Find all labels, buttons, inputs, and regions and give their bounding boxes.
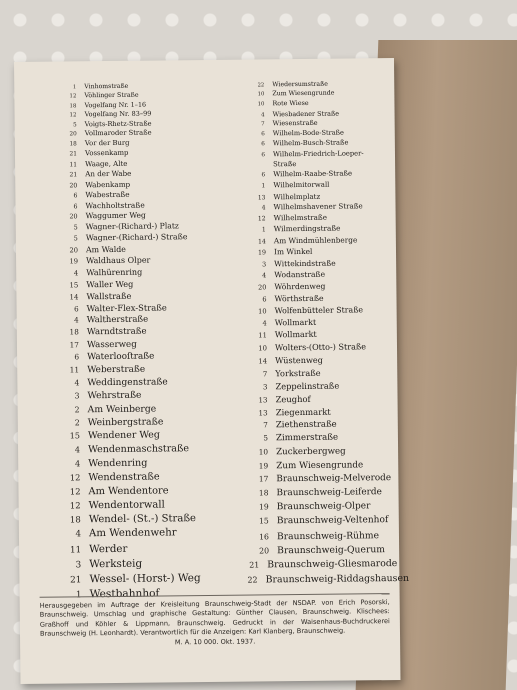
street-name: Im Winkel [273,246,313,257]
street-name: Zimmerstraße [275,433,339,444]
street-name: Rote Wiese [272,99,309,108]
street-name: Braunschweig-Olper [276,501,371,513]
street-index-row [247,501,397,517]
street-name: Am Wendenwehr [88,527,177,540]
district-number: 1 [261,226,266,234]
district-number: 15 [69,281,79,290]
street-name: Wilhelm-Friedrich-Loeper- [272,148,364,158]
district-number: 13 [258,408,268,418]
street-index-row [247,558,397,574]
street-name: Waterlooſtraße [87,351,155,363]
district-number: 4 [262,271,267,280]
street-name: Waltherstraße [86,314,149,326]
street-name: Vor der Burg [84,138,130,148]
district-number: 4 [262,319,267,328]
street-name: Am Windmühlenberge [273,235,358,246]
street-name: Vogelfang Nr. 1–16 [84,100,147,110]
street-name: Vossenkamp [84,148,129,158]
street-name: Yorkstraße [275,367,321,379]
district-number: 4 [261,111,265,118]
street-name: Am Wendentore [88,484,169,497]
edition-note: M. A. 10 000. Okt. 1937. [174,637,256,646]
street-name: Wodanstraße [274,269,326,280]
district-number: 15 [258,516,269,526]
district-number: 5 [73,223,78,232]
district-number: 5 [73,122,77,129]
district-number: 18 [69,103,77,110]
district-number: 6 [262,295,267,304]
street-name: Weddingenstraße [87,377,168,388]
district-number: 20 [69,212,78,221]
imprint-text: Herausgegeben im Auftrage der Kreisleitung Braunschweig-Stadt der NSDAP. von Erich Posorski, Braunschweig. Umschlag und graphische Gestaltung: Günther Clausen, Braunschweig. Klischees: Graßhoff und Köhler & Lippmann, Braunschweig. Gedruckt in der Waisenhaus-Buchdruckerei Braunschweig (H. Leonhardt). Verantwortlich für die Anzeigen: Karl Klanberg, Braunschweig. [39,598,390,638]
district-number: 4 [75,529,82,540]
street-name: Werksteig [89,557,143,571]
street-name: Wabestraße [85,189,130,200]
street-name: Wolfenbütteler Straße [274,305,364,316]
district-number: 5 [73,234,78,243]
district-number: 21 [249,560,260,571]
district-number: 11 [69,365,80,375]
district-number: 6 [261,172,266,179]
street-index-row [247,572,410,589]
street-name: Braunschweig-Gliesmarode [267,558,398,571]
street-name: Wallstraße [86,290,132,302]
street-name: Zeughof [275,393,311,405]
street-name: Wendel- (St.-) Straße [88,513,197,526]
street-name: Wolters-(Otto-) Straße [274,342,367,353]
district-number: 4 [74,444,81,455]
district-number: 6 [261,151,266,158]
district-number: 3 [74,390,80,400]
district-number: 7 [262,370,268,379]
street-name: Wehrstraße [87,390,142,401]
district-number: 19 [258,502,269,512]
district-number: 20 [69,245,79,255]
street-index-row [247,544,397,560]
street-name: Vollmaroder Straße [84,129,152,138]
district-number: 18 [69,327,79,337]
district-number: 4 [261,204,266,212]
district-number: 10 [257,91,265,98]
street-name: Wendentorwall [88,499,165,511]
street-name: Wiedersumstraße [272,80,328,89]
district-number: 6 [73,304,79,314]
street-name: Werder [89,542,128,556]
street-name: Waage, Alte [85,158,128,169]
district-number: 22 [247,575,258,585]
district-number: 13 [257,193,266,202]
street-name: Braunschweig-Rühme [276,529,380,542]
booklet-page [14,58,410,684]
district-number: 21 [69,151,78,158]
street-name: Braunschweig-Querum [277,544,386,557]
street-name: Waggumer Weg [85,211,146,221]
street-name: Zum Wiesengrunde [276,459,364,471]
street-name: Braunschweig-Leiferde [276,487,382,499]
street-name: Zum Wiesengrunde [272,90,335,98]
district-number: 15 [69,431,80,441]
district-number: 4 [73,269,79,278]
district-number: 20 [69,181,78,190]
street-name: Wittekindstraße [274,258,336,268]
street-name: Vogelfang Nr. 83–99 [84,109,152,119]
district-number: 17 [69,339,80,349]
street-name: Wiesbadener Straße [272,109,340,118]
district-number: 12 [69,93,77,100]
street-index-row [247,530,397,546]
street-name: Wendenmaschstraße [88,443,190,456]
street-name: Am Walde [85,244,126,254]
district-number: 3 [262,382,268,392]
district-number: 10 [258,307,267,316]
district-number: 18 [258,488,269,498]
district-number: 12 [69,485,81,497]
street-name: Vinhomstraße [84,82,129,91]
street-name: Waldhaus Olper [86,255,151,266]
district-number: 3 [262,259,267,269]
district-number: 4 [74,458,81,469]
street-name: Wessel- (Horst-) Weg [89,571,201,585]
district-number: 6 [73,202,78,211]
district-number: 17 [258,474,269,484]
district-number: 1 [75,590,82,601]
street-name: Wasserweg [86,339,137,350]
street-name: Braunschweig-Riddagshausen [265,572,410,586]
street-name: Wüstenweg [275,355,323,366]
district-number: 21 [70,575,82,586]
street-name: Wagner-(Richard-) Straße [85,232,188,243]
street-name: Wilhelm-Busch-Straße [272,138,349,148]
street-name: Waller Weg [86,278,134,290]
street-name: Wagner-(Richard-) Platz [85,221,179,232]
street-name: Braunschweig-Melverode [276,473,392,485]
district-number: 4 [74,377,80,387]
street-name: Wollmarkt [274,317,317,328]
street-index-right-column [242,80,410,589]
district-number: 16 [259,531,270,541]
district-number: 12 [69,500,81,511]
street-name: Voigts-Rhetz-Straße [84,119,152,129]
street-name: Wendenstraße [88,471,160,483]
district-number: 20 [259,546,270,556]
street-name: Westbahnhof [89,587,160,601]
district-number: 7 [261,121,265,128]
district-number: 14 [257,238,266,246]
district-number: 6 [74,352,80,362]
street-name: Ziegenmarkt [275,406,331,418]
imprint-footer [40,593,391,649]
street-name: Wilhelmplatz [273,191,321,201]
street-name: Wollmarkt [274,330,317,340]
district-number: 12 [69,471,81,482]
district-number: 10 [257,101,265,108]
district-number: 7 [263,420,268,430]
street-name: Wiesenstraße [272,119,318,128]
street-name: Wilhelm-Bode-Straße [272,128,344,138]
street-name: Wabenkamp [85,179,131,189]
district-number: 1 [261,182,266,190]
street-name: Walhürenring [86,267,143,278]
street-name: Ziethenstraße [275,419,337,431]
district-number: 10 [258,344,268,353]
street-name: Weberstraße [87,364,146,376]
district-number: 11 [69,161,78,169]
district-number: 2 [74,418,80,428]
street-name: An der Wabe [85,169,132,179]
district-number: 13 [258,395,268,405]
district-number: 14 [69,292,79,302]
district-number: 18 [69,141,77,148]
district-number: 20 [69,131,77,138]
district-number: 10 [258,447,269,457]
street-name: Walter-Flex-Straße [86,302,167,314]
district-number: 12 [257,215,266,223]
district-number: 22 [257,82,265,89]
district-number: 6 [261,131,265,138]
street-name: Warndtstraße [86,326,147,338]
street-index-left-column [54,82,249,604]
district-number: 19 [69,257,79,266]
district-number: 19 [257,249,267,257]
street-name: Wilhelmitorwall [273,180,330,190]
street-name: Zuckerbergweg [276,446,346,458]
street-name: Straße [273,159,297,169]
street-name: Wendener Weg [87,429,160,442]
district-number: 20 [258,283,267,292]
district-number: 14 [258,357,268,366]
street-name: Weinbergstraße [87,416,164,429]
street-name: Wörthstraße [274,293,324,304]
district-number: 11 [258,331,267,340]
street-name: Wilhelmstraße [273,213,328,223]
district-number: 11 [69,545,82,556]
district-number: 4 [74,315,79,325]
street-name: Wöhrdenweg [274,281,326,292]
district-number: 5 [263,433,269,443]
district-number: 3 [75,560,82,571]
street-name: Wilhelm-Raabe-Straße [273,169,353,179]
district-number: 1 [72,84,77,91]
street-name: Wilmerdingstraße [273,224,341,234]
street-index-row [247,515,397,531]
street-name: Vöhlinger Straße [84,91,139,100]
district-number: 21 [69,171,78,179]
street-name: Wachholtstraße [85,200,145,210]
district-number: 2 [74,405,80,415]
street-name: Braunschweig-Veltenhof [276,515,389,527]
street-name: Wilhelmshavener Straße [273,201,363,212]
street-name: Zeppelinstraße [275,380,340,392]
district-number: 19 [258,460,269,470]
street-name: Am Weinberge [87,403,157,415]
district-number: 18 [69,515,81,526]
district-number: 6 [73,192,78,200]
street-name: Wendenring [88,457,148,469]
district-number: 6 [261,141,265,148]
district-number: 12 [69,112,77,119]
